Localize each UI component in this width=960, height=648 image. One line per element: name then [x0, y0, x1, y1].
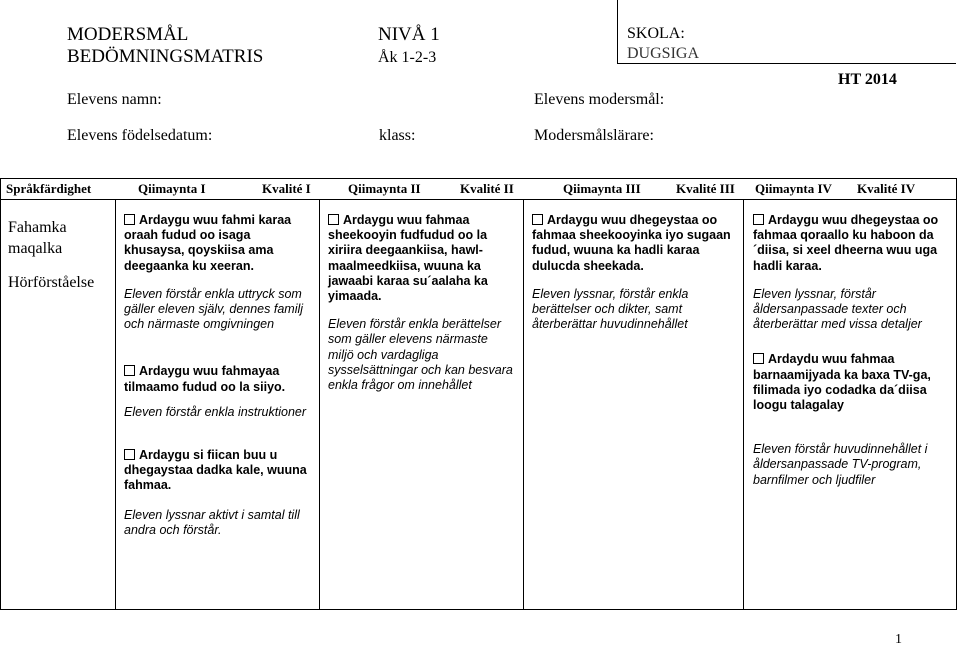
checkbox-icon[interactable] — [124, 214, 135, 225]
school-value: DUGSIGA — [627, 45, 699, 62]
col-header-language-skill: Språkfärdighet — [6, 181, 92, 196]
criterion-swedish: Eleven lyssnar, förstår åldersanpassade texter och återberättar med vissa detaljer — [753, 286, 922, 332]
col-header-quality-2: Kvalité II — [460, 181, 514, 196]
mother-tongue-label: Elevens modersmål: — [534, 91, 665, 108]
criterion-somali: Ardaygu wuu fahmaa sheekooyin fudfudud oo la xiriira deegaankiisa, hawl-maalmeedkiisa, wuuna ka jawaabi karaa su´aalaha ka yimaada. — [328, 213, 488, 304]
criterion-swedish: Eleven lyssnar aktivt i samtal till andra och förstår. — [124, 507, 300, 537]
checkbox-icon[interactable] — [328, 214, 339, 225]
criterion-somali: Ardaygu wuu fahmayaa tilmaamo fudud oo la siiyo. — [124, 364, 286, 394]
checkbox-icon[interactable] — [124, 449, 135, 460]
criterion-item — [328, 213, 516, 393]
criterion-somali: Ardaygu si fiican buu u dhegaystaa dadka kale, wuuna fahmaa. — [124, 448, 307, 493]
criterion-somali: Ardaygu wuu dhegeystaa oo fahmaa qoraallo ku haboon da´diisa, si xeel dheerna wuu uga hadli karaa. — [753, 213, 939, 273]
criterion-swedish: Eleven förstår enkla uttryck som gäller eleven själv, dennes familj och närmaste omgivningen — [124, 286, 304, 332]
school-box — [617, 0, 956, 64]
criterion-swedish: Eleven förstår huvudinnehållet i åldersanpassade TV-program, barnfilmer och ljudfiler — [753, 442, 928, 487]
checkbox-icon[interactable] — [124, 365, 135, 376]
level-title: NIVÅ 1 — [378, 24, 440, 45]
criterion-somali: Ardaydu wuu fahmaa barnaamijyada ka baxa TV-ga, filimada iyo codadka da´diisa loogu talagalay — [753, 352, 931, 413]
document-title: MODERSMÅL — [67, 24, 189, 45]
criterion-swedish: Eleven förstår enkla instruktioner — [124, 404, 307, 419]
teacher-label: Modersmålslärare: — [534, 127, 654, 144]
criterion-item — [124, 364, 314, 420]
col1-cell — [124, 213, 314, 553]
school-label: SKOLA: — [627, 25, 685, 42]
criterion-somali: Ardaygu wuu dhegeystaa oo fahmaa sheekooyinka iyo sugaan fudud, wuuna ka hadli karaa dulucda sheekada. — [532, 213, 731, 273]
col4-cell — [753, 213, 951, 503]
col2-cell — [328, 213, 516, 408]
page-number: 1 — [895, 632, 902, 647]
table-header-divider — [0, 199, 957, 200]
criterion-item — [753, 213, 951, 332]
class-label: klass: — [379, 127, 416, 144]
col-divider-2 — [319, 199, 320, 610]
document-subtitle: BEDÖMNINGSMATRIS — [67, 46, 264, 67]
row-head-line2: maqalka — [8, 240, 63, 257]
criterion-swedish: Eleven förstår enkla berättelser som gäller elevens närmaste miljö och vardagliga sysselsättningar och kan besvara enkla frågor om innehållet — [328, 317, 513, 393]
col-divider-4 — [743, 199, 744, 610]
col3-cell — [532, 213, 737, 347]
student-name-label: Elevens namn: — [67, 91, 162, 108]
checkbox-icon[interactable] — [753, 353, 764, 364]
row-head-line3: Hörförståelse — [8, 274, 95, 291]
checkbox-icon[interactable] — [532, 214, 543, 225]
checkbox-icon[interactable] — [753, 214, 764, 225]
criterion-swedish: Eleven lyssnar, förstår enkla berättelser och dikter, samt återberättar huvudinnehållet — [532, 286, 689, 332]
criterion-item — [532, 213, 737, 332]
criterion-item — [753, 352, 951, 487]
col-divider-3 — [523, 199, 524, 610]
term-label: HT 2014 — [838, 71, 897, 88]
col-header-assessment-3: Qiimaynta III — [563, 181, 641, 196]
col-divider-1 — [115, 199, 116, 610]
col-header-quality-3: Kvalité III — [676, 181, 735, 196]
birthdate-label: Elevens födelsedatum: — [67, 127, 213, 144]
col-header-assessment-4: Qiimaynta IV — [755, 181, 832, 196]
criterion-item — [124, 448, 314, 538]
row-head-line1: Fahamka — [8, 219, 67, 236]
col-header-assessment-2: Qiimaynta II — [348, 181, 421, 196]
col-header-quality-1: Kvalité I — [262, 181, 311, 196]
criterion-item — [124, 213, 314, 332]
criterion-somali: Ardaygu wuu fahmi karaa oraah fudud oo isaga khusaysa, qoyskiisa ama deegaanka ku xeeran. — [124, 213, 292, 273]
col-header-quality-4: Kvalité IV — [857, 181, 916, 196]
col-header-assessment-1: Qiimaynta I — [138, 181, 206, 196]
grade-label: Åk 1-2-3 — [378, 49, 437, 66]
